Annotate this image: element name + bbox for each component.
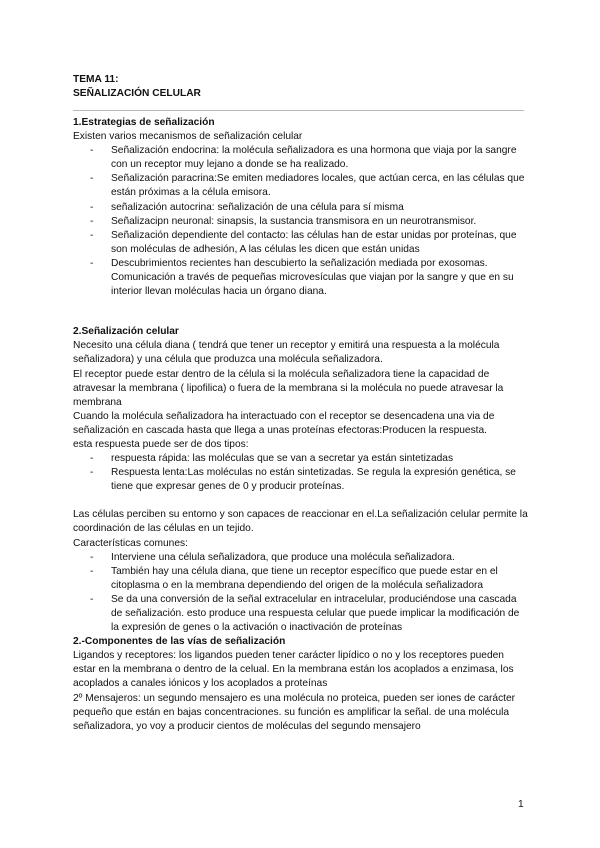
topic-title: TEMA 11: bbox=[73, 74, 119, 85]
title-divider bbox=[73, 110, 524, 111]
paragraph: 2º Mensajeros: un segundo mensajero es una molécula no proteica, pueden ser iones de carácter pequeño que están en bajas concentraciones. su función es amplificar la señal. de una molécula señalizadora, yo voy a producir cientos de moléculas del segundo mensajero bbox=[73, 692, 516, 732]
list-item: - También hay una célula diana, que tiene un receptor específico que puede estar en el citoplasma o en la membrana dependiendo del origen de la molécula señalizadora bbox=[111, 565, 528, 593]
common-features-list bbox=[73, 551, 528, 636]
paragraph: El receptor puede estar dentro de la célula si la molécula señalizadora tiene la capacidad de atravesar la membrana ( lipofilica) o fuera de la membrana si la molécula no puede atravesar la membrana bbox=[73, 368, 504, 408]
paragraph: Cuando la molécula señalizadora ha interactuado con el receptor se desencadena una via de señalización en cascada hasta que llega a unas proteínas efectoras:Producen la respuesta. bbox=[73, 410, 495, 436]
page-number: 1 bbox=[518, 799, 524, 810]
list-item: - señalización autocrina: señalización de una célula para sí misma bbox=[111, 201, 528, 215]
section-intro: Existen varios mecanismos de señalización celular bbox=[73, 131, 303, 143]
list-item: - Descubrimientos recientes han descubierto la señalización mediada por exosomas. Comunicación a través de pequeñas microvesículas que viajan por la sangre y que en su interior llevan moléculas hacia un órgano diana. bbox=[111, 257, 528, 299]
section-heading-components: 2.-Componentes de las vías de señalización bbox=[73, 636, 286, 648]
list-item: - Señalización endocrina: la molécula señalizadora es una hormona que viaja por la sangre con un receptor muy lejano a donde se ha realizado. bbox=[111, 144, 528, 172]
list-item: - Respuesta lenta:Las moléculas no están sintetizadas. Se regula la expresión genética, se tiene que expresar genes de 0 y producir proteínas. bbox=[111, 466, 528, 494]
list-item: - Señalización paracrina:Se emiten mediadores locales, que actúan cerca, en las células que están próximas a la célula emisora. bbox=[111, 172, 528, 200]
list-item: - Señalizacipn neuronal: sinapsis, la sustancia transmisora en un neurotransmisor. bbox=[111, 215, 528, 229]
response-types-list bbox=[73, 452, 528, 494]
spacer bbox=[73, 299, 528, 325]
strategies-list bbox=[73, 144, 528, 299]
document-body bbox=[73, 116, 528, 734]
common-features-label: Características comunes: bbox=[73, 537, 188, 549]
list-item: - Se da una conversión de la señal extracelular en intracelular, produciéndose una cascada de señalización. esto produce una respuesta celular que puede implicar la modificación de la expresión de genes o la activación o inactivación de proteínas bbox=[111, 593, 528, 635]
list-item: - respuesta rápida: las moléculas que se van a secretar ya están sintetizadas bbox=[111, 452, 528, 466]
section-heading-cell-signaling: 2.Señalización celular bbox=[73, 326, 179, 338]
list-item: - Señalización dependiente del contacto: las células han de estar unidas por proteínas, que son moléculas de adhesión, A las células les dicen que están unidas bbox=[111, 229, 528, 257]
list-item: - Interviene una célula señalizadora, que produce una molécula señalizadora. bbox=[111, 551, 528, 565]
spacer bbox=[73, 494, 528, 508]
paragraph: Ligandos y receptores: los ligandos pueden tener carácter lipídico o no y los receptores pueden estar en la membrana o dentro de la celual. En la membrana están los acoplados a enzimasa, los acoplados a canales iónicos y los acoplados a proteínas bbox=[73, 650, 514, 690]
paragraph: Necesito una célula diana ( tendrá que tener un receptor y emitirá una respuesta a la molécula señalizadora) y una célula que produzca una molécula señalizadora. bbox=[73, 340, 500, 366]
paragraph: esta respuesta puede ser de dos tipos: bbox=[73, 438, 249, 450]
section-heading-strategies: 1.Estrategias de señalización bbox=[73, 117, 215, 128]
paragraph: Las células perciben su entorno y son capaces de reaccionar en el.La señalización celular permite la coordinación de las células en un tejido. bbox=[73, 509, 528, 535]
page-title: SEÑALIZACIÓN CELULAR bbox=[73, 88, 201, 99]
